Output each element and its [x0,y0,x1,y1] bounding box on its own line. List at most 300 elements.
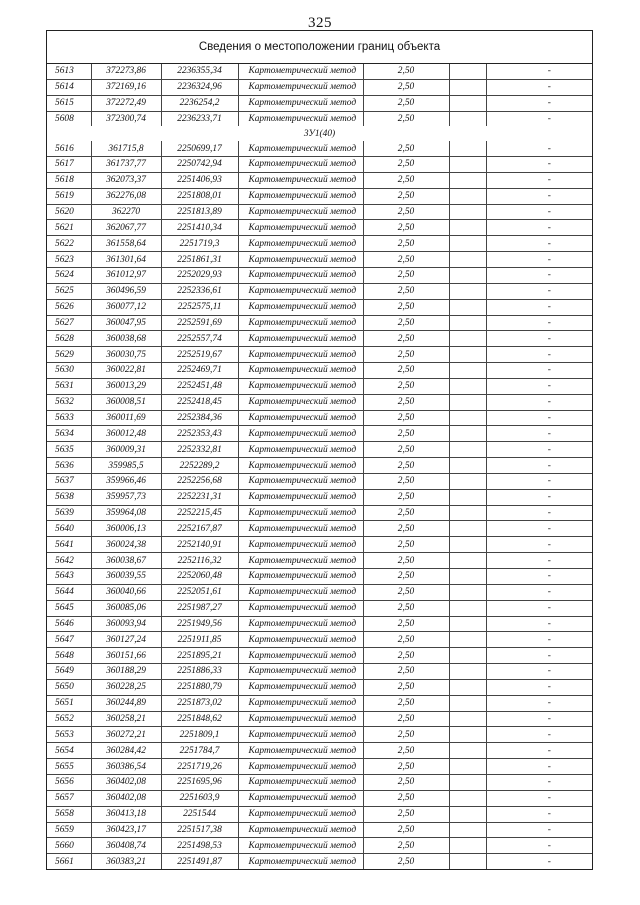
description: - [486,616,592,632]
table-row [47,569,592,585]
blank-cell [449,600,486,616]
coord-y: 2252051,61 [161,584,238,600]
point-number: 5608 [47,111,91,126]
blank-cell [449,632,486,648]
point-number: 5626 [47,299,91,315]
table-row [47,759,592,775]
table-row [47,442,592,458]
description: - [486,347,592,363]
blank-cell [449,188,486,204]
coord-y: 2252231,31 [161,489,238,505]
point-number: 5622 [47,236,91,252]
table-row [47,410,592,426]
table-row [47,220,592,236]
description: - [486,727,592,743]
table-row [47,172,592,188]
description: - [486,410,592,426]
description: - [486,774,592,790]
coord-x: 359964,08 [91,505,161,521]
coord-y: 2250742,94 [161,157,238,173]
accuracy: 2,50 [363,64,449,79]
table-row [47,188,592,204]
method: Картометрический метод [238,854,363,869]
point-number: 5627 [47,315,91,331]
table-row [47,283,592,299]
table-title: Сведения о местоположении границ объекта [47,31,592,64]
blank-cell [449,347,486,363]
point-number: 5620 [47,204,91,220]
blank-cell [449,584,486,600]
coord-x: 360022,81 [91,363,161,379]
description: - [486,283,592,299]
description: - [486,267,592,283]
method: Картометрический метод [238,553,363,569]
table-row [47,521,592,537]
point-number: 5658 [47,806,91,822]
coord-y: 2252353,43 [161,426,238,442]
accuracy: 2,50 [363,473,449,489]
description: - [486,331,592,347]
description: - [486,600,592,616]
accuracy: 2,50 [363,442,449,458]
description: - [486,236,592,252]
point-number: 5657 [47,790,91,806]
accuracy: 2,50 [363,727,449,743]
table-row [47,632,592,648]
coord-y: 2251809,1 [161,727,238,743]
blank-cell [449,283,486,299]
table-row [47,236,592,252]
point-number: 5618 [47,172,91,188]
accuracy: 2,50 [363,822,449,838]
description: - [486,473,592,489]
table-row [47,267,592,283]
coord-y: 2251695,96 [161,774,238,790]
point-number: 5628 [47,331,91,347]
method: Картометрический метод [238,711,363,727]
coord-x: 362276,08 [91,188,161,204]
method: Картометрический метод [238,616,363,632]
table-row [47,616,592,632]
point-number: 5634 [47,426,91,442]
coord-x: 360258,21 [91,711,161,727]
coord-y: 2252591,69 [161,315,238,331]
coord-y: 2251848,62 [161,711,238,727]
coord-y: 2252140,91 [161,537,238,553]
point-number: 5616 [47,141,91,156]
description: - [486,220,592,236]
coord-y: 2252289,2 [161,458,238,474]
table-row [47,584,592,600]
accuracy: 2,50 [363,315,449,331]
coord-y: 2252575,11 [161,299,238,315]
coord-x: 360127,24 [91,632,161,648]
description: - [486,505,592,521]
coord-y: 2236254,2 [161,95,238,111]
point-number: 5640 [47,521,91,537]
coord-y: 2251987,27 [161,600,238,616]
coord-y: 2252116,32 [161,553,238,569]
coord-y: 2251491,87 [161,854,238,869]
method: Картометрический метод [238,664,363,680]
coord-y: 2251861,31 [161,252,238,268]
accuracy: 2,50 [363,426,449,442]
coord-y: 2251719,3 [161,236,238,252]
coord-y: 2251784,7 [161,743,238,759]
blank-cell [449,537,486,553]
blank-cell [449,569,486,585]
blank-cell [449,394,486,410]
accuracy: 2,50 [363,347,449,363]
description: - [486,79,592,95]
description: - [486,695,592,711]
method: Картометрический метод [238,426,363,442]
coord-y: 2251410,34 [161,220,238,236]
table-row [47,79,592,95]
accuracy: 2,50 [363,774,449,790]
point-number: 5652 [47,711,91,727]
description: - [486,632,592,648]
method: Картометрический метод [238,220,363,236]
blank-cell [449,664,486,680]
accuracy: 2,50 [363,252,449,268]
blank-cell [449,331,486,347]
rows-after-group [47,141,592,869]
point-number: 5629 [47,347,91,363]
coord-y: 2252418,45 [161,394,238,410]
accuracy: 2,50 [363,204,449,220]
table-row [47,664,592,680]
accuracy: 2,50 [363,537,449,553]
table-row [47,648,592,664]
coord-y: 2251719,26 [161,759,238,775]
table-row [47,64,592,79]
blank-cell [449,473,486,489]
accuracy: 2,50 [363,172,449,188]
coord-x: 360402,08 [91,790,161,806]
description: - [486,157,592,173]
description: - [486,743,592,759]
method: Картометрический метод [238,111,363,126]
blank-cell [449,759,486,775]
method: Картометрический метод [238,806,363,822]
coord-x: 361301,64 [91,252,161,268]
table-row [47,695,592,711]
point-number: 5613 [47,64,91,79]
description: - [486,648,592,664]
coord-x: 360423,17 [91,822,161,838]
table-row [47,774,592,790]
table-row [47,458,592,474]
method: Картометрический метод [238,283,363,299]
coord-x: 360030,75 [91,347,161,363]
blank-cell [449,743,486,759]
coord-x: 360188,29 [91,664,161,680]
coord-y: 2236355,34 [161,64,238,79]
blank-cell [449,806,486,822]
point-number: 5661 [47,854,91,869]
table-row [47,299,592,315]
method: Картометрический метод [238,695,363,711]
coord-y: 2252336,61 [161,283,238,299]
point-number: 5630 [47,363,91,379]
point-number: 5655 [47,759,91,775]
method: Картометрический метод [238,790,363,806]
coord-x: 362073,37 [91,172,161,188]
method: Картометрический метод [238,378,363,394]
coord-x: 359966,46 [91,473,161,489]
accuracy: 2,50 [363,505,449,521]
method: Картометрический метод [238,79,363,95]
accuracy: 2,50 [363,806,449,822]
point-number: 5619 [47,188,91,204]
coord-x: 360012,48 [91,426,161,442]
description: - [486,141,592,156]
table-row [47,204,592,220]
method: Картометрический метод [238,489,363,505]
description: - [486,458,592,474]
group-header [47,126,592,141]
coord-x: 359985,5 [91,458,161,474]
point-number: 5660 [47,838,91,854]
table-row [47,727,592,743]
table-row [47,822,592,838]
blank-cell [449,711,486,727]
blank-cell [449,236,486,252]
coord-x: 360047,95 [91,315,161,331]
point-number: 5617 [47,157,91,173]
coord-x: 361558,64 [91,236,161,252]
point-number: 5659 [47,822,91,838]
point-number: 5648 [47,648,91,664]
accuracy: 2,50 [363,711,449,727]
blank-cell [449,648,486,664]
coord-y: 2252332,81 [161,442,238,458]
page-number: 325 [308,15,332,31]
blank-cell [449,315,486,331]
description: - [486,426,592,442]
description: - [486,569,592,585]
accuracy: 2,50 [363,854,449,869]
coord-x: 360496,59 [91,283,161,299]
method: Картометрический метод [238,584,363,600]
coord-x: 360402,08 [91,774,161,790]
accuracy: 2,50 [363,331,449,347]
point-number: 5656 [47,774,91,790]
accuracy: 2,50 [363,458,449,474]
blank-cell [449,378,486,394]
method: Картометрический метод [238,394,363,410]
group-label: 3У1(40) [303,128,336,139]
point-number: 5625 [47,283,91,299]
method: Картометрический метод [238,505,363,521]
table-row [47,838,592,854]
accuracy: 2,50 [363,79,449,95]
coord-y: 2251911,85 [161,632,238,648]
description: - [486,489,592,505]
blank-cell [449,553,486,569]
table-row [47,347,592,363]
coord-y: 2251544 [161,806,238,822]
blank-cell [449,790,486,806]
coord-x: 360284,42 [91,743,161,759]
blank-cell [449,774,486,790]
group-row [47,126,592,141]
coord-y: 2252256,68 [161,473,238,489]
coord-x: 360244,89 [91,695,161,711]
method: Картометрический метод [238,64,363,79]
description: - [486,806,592,822]
accuracy: 2,50 [363,743,449,759]
coord-y: 2251880,79 [161,679,238,695]
table-row [47,315,592,331]
coord-y: 2252519,67 [161,347,238,363]
coord-x: 361737,77 [91,157,161,173]
accuracy: 2,50 [363,157,449,173]
method: Картометрический метод [238,521,363,537]
blank-cell [449,267,486,283]
table-row [47,711,592,727]
point-number: 5635 [47,442,91,458]
accuracy: 2,50 [363,489,449,505]
rows-before-group [47,64,592,126]
blank-cell [449,505,486,521]
method: Картометрический метод [238,679,363,695]
accuracy: 2,50 [363,679,449,695]
method: Картометрический метод [238,537,363,553]
accuracy: 2,50 [363,759,449,775]
coord-x: 372169,16 [91,79,161,95]
method: Картометрический метод [238,172,363,188]
blank-cell [449,157,486,173]
coord-y: 2236324,96 [161,79,238,95]
accuracy: 2,50 [363,299,449,315]
point-number: 5644 [47,584,91,600]
coord-x: 360151,66 [91,648,161,664]
point-number: 5615 [47,95,91,111]
description: - [486,95,592,111]
accuracy: 2,50 [363,363,449,379]
table-row [47,363,592,379]
description: - [486,204,592,220]
blank-cell [449,204,486,220]
blank-cell [449,442,486,458]
description: - [486,584,592,600]
coord-x: 361715,8 [91,141,161,156]
point-number: 5637 [47,473,91,489]
method: Картометрический метод [238,569,363,585]
method: Картометрический метод [238,267,363,283]
blank-cell [449,521,486,537]
coord-x: 360038,68 [91,331,161,347]
description: - [486,822,592,838]
coord-y: 2252557,74 [161,331,238,347]
table-row [47,331,592,347]
blank-cell [449,727,486,743]
accuracy: 2,50 [363,616,449,632]
description: - [486,64,592,79]
description: - [486,537,592,553]
blank-cell [449,299,486,315]
coord-x: 359957,73 [91,489,161,505]
point-number: 5643 [47,569,91,585]
blank-cell [449,363,486,379]
point-number: 5653 [47,727,91,743]
blank-cell [449,838,486,854]
method: Картометрический метод [238,458,363,474]
method: Картометрический метод [238,838,363,854]
method: Картометрический метод [238,315,363,331]
description: - [486,790,592,806]
coord-x: 360413,18 [91,806,161,822]
table-row [47,252,592,268]
coord-x: 360386,54 [91,759,161,775]
table-row [47,378,592,394]
coord-y: 2252469,71 [161,363,238,379]
blank-cell [449,616,486,632]
accuracy: 2,50 [363,236,449,252]
coord-y: 2251498,53 [161,838,238,854]
blank-cell [449,679,486,695]
accuracy: 2,50 [363,111,449,126]
method: Картометрический метод [238,157,363,173]
description: - [486,838,592,854]
blank-cell [449,95,486,111]
table-row [47,394,592,410]
method: Картометрический метод [238,442,363,458]
point-number: 5631 [47,378,91,394]
accuracy: 2,50 [363,410,449,426]
description: - [486,394,592,410]
blank-cell [449,410,486,426]
accuracy: 2,50 [363,664,449,680]
description: - [486,252,592,268]
point-number: 5621 [47,220,91,236]
blank-cell [449,64,486,79]
method: Картометрический метод [238,632,363,648]
point-number: 5641 [47,537,91,553]
point-number: 5645 [47,600,91,616]
coord-y: 2252060,48 [161,569,238,585]
point-number: 5624 [47,267,91,283]
coord-y: 2251808,01 [161,188,238,204]
coord-x: 360008,51 [91,394,161,410]
accuracy: 2,50 [363,378,449,394]
method: Картометрический метод [238,648,363,664]
table-row [47,600,592,616]
accuracy: 2,50 [363,584,449,600]
coord-y: 2251949,56 [161,616,238,632]
description: - [547,113,551,124]
accuracy: 2,50 [363,394,449,410]
blank-cell [449,252,486,268]
table-row [47,537,592,553]
description: - [547,856,551,867]
method: Картометрический метод [238,204,363,220]
accuracy: 2,50 [363,188,449,204]
table-row [47,473,592,489]
method: Картометрический метод [238,252,363,268]
coord-x: 360272,21 [91,727,161,743]
accuracy: 2,50 [363,220,449,236]
coord-x: 360009,31 [91,442,161,458]
table-row [47,95,592,111]
point-number: 5632 [47,394,91,410]
accuracy: 2,50 [363,648,449,664]
coord-x: 360228,25 [91,679,161,695]
description: - [486,679,592,695]
coord-y: 2252215,45 [161,505,238,521]
